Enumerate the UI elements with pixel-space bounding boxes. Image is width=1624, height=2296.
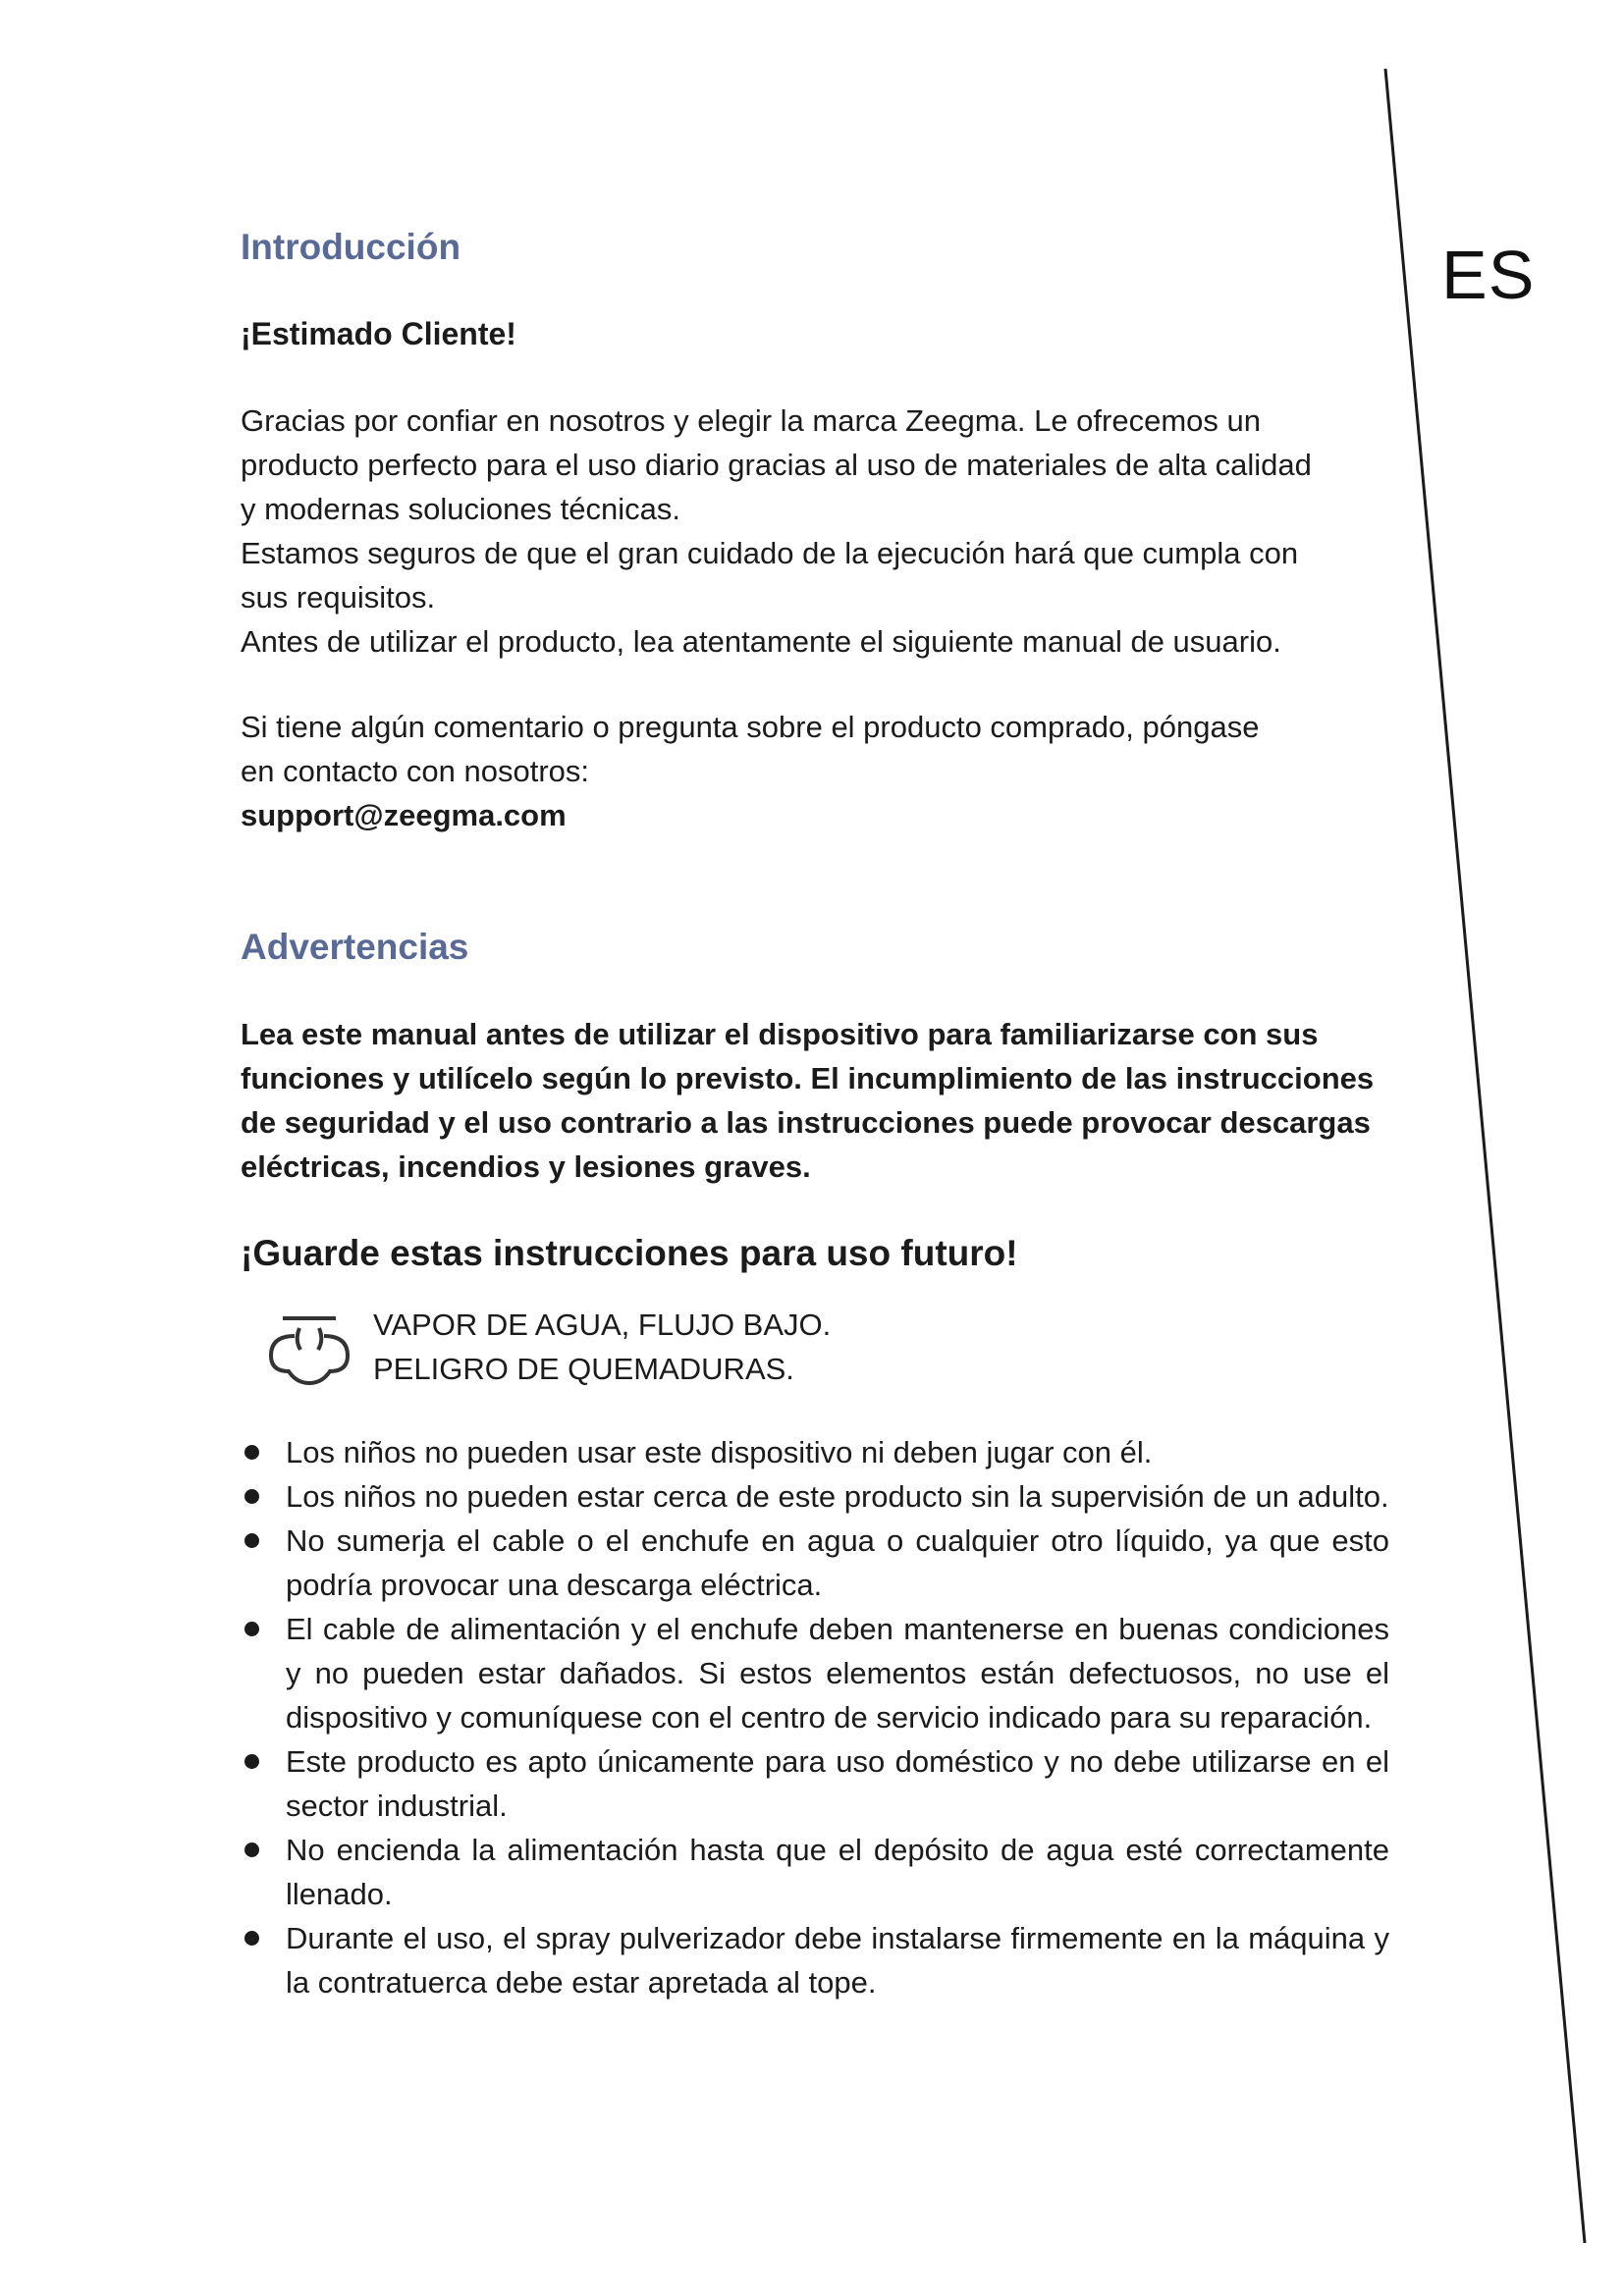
- steam-warning-line: VAPOR DE AGUA, FLUJO BAJO.: [373, 1308, 832, 1342]
- list-item: No sumerja el cable o el enchufe en agua o cualquier otro líquido, ya que esto podría provocar una descarga eléctrica.: [241, 1519, 1389, 1607]
- greeting: ¡Estimado Cliente!: [241, 316, 516, 351]
- save-instructions-heading: ¡Guarde estas instrucciones para uso futuro!: [241, 1233, 1018, 1273]
- intro-line: Gracias por confiar en nosotros y elegir la marca Zeegma. Le ofrecemos un: [241, 403, 1261, 438]
- list-item: Los niños no pueden estar cerca de este producto sin la supervisión de un adulto.: [241, 1474, 1389, 1519]
- steam-burn-icon: [265, 1310, 353, 1391]
- intro-title: Introducción: [241, 227, 461, 267]
- safety-bullet-list: [241, 1430, 1389, 2004]
- bullet-dot-icon: [244, 1489, 259, 1504]
- warnings-title: Advertencias: [241, 927, 469, 967]
- support-email-link[interactable]: support@zeegma.com: [241, 798, 567, 832]
- contact-paragraph: [241, 705, 1389, 837]
- intro-line: y modernas soluciones técnicas.: [241, 492, 681, 526]
- bullet-dot-icon: [244, 1754, 259, 1769]
- warnings-bold-paragraph: [241, 1012, 1389, 1189]
- intro-line: producto perfecto para el uso diario gracias al uso de materiales de alta calidad: [241, 448, 1312, 482]
- warning-line: eléctricas, incendios y lesiones graves.: [241, 1149, 811, 1184]
- language-tag: ES: [1441, 237, 1536, 313]
- contact-line: en contacto con nosotros:: [241, 754, 590, 788]
- bullet-dot-icon: [244, 1842, 259, 1857]
- warning-line: funciones y utilícelo según lo previsto. El incumplimiento de las instrucciones: [241, 1061, 1375, 1095]
- intro-paragraph: [241, 399, 1389, 664]
- intro-line: Antes de utilizar el producto, lea atentamente el siguiente manual de usuario.: [241, 624, 1281, 659]
- list-item: Durante el uso, el spray pulverizador debe instalarse firmemente en la máquina y la contratuerca debe estar apretada al tope.: [241, 1916, 1389, 2004]
- bullet-dot-icon: [244, 1533, 259, 1548]
- bullet-dot-icon: [244, 1445, 259, 1460]
- list-item: No encienda la alimentación hasta que el depósito de agua esté correctamente llenado.: [241, 1828, 1389, 1916]
- manual-content: [241, 224, 1389, 2004]
- steam-warning: [265, 1303, 1389, 1391]
- steam-warning-line: PELIGRO DE QUEMADURAS.: [373, 1352, 794, 1386]
- bullet-dot-icon: [244, 1622, 259, 1636]
- warning-line: de seguridad y el uso contrario a las instrucciones puede provocar descargas: [241, 1105, 1371, 1140]
- bullet-dot-icon: [244, 1931, 259, 1946]
- contact-line: Si tiene algún comentario o pregunta sobre el producto comprado, póngase: [241, 710, 1260, 744]
- intro-line: sus requisitos.: [241, 580, 436, 614]
- warning-line: Lea este manual antes de utilizar el dispositivo para familiarizarse con sus: [241, 1017, 1319, 1051]
- list-item: Este producto es apto únicamente para uso doméstico y no debe utilizarse en el sector industrial.: [241, 1739, 1389, 1828]
- intro-line: Estamos seguros de que el gran cuidado de la ejecución hará que cumpla con: [241, 536, 1299, 570]
- list-item: El cable de alimentación y el enchufe deben mantenerse en buenas condiciones y no pueden estar dañados. Si estos elementos están defectuosos, no use el dispositivo y comuníquese con el centro de servicio indicado para su reparación.: [241, 1607, 1389, 1739]
- list-item: Los niños no pueden usar este dispositivo ni deben jugar con él.: [241, 1430, 1389, 1474]
